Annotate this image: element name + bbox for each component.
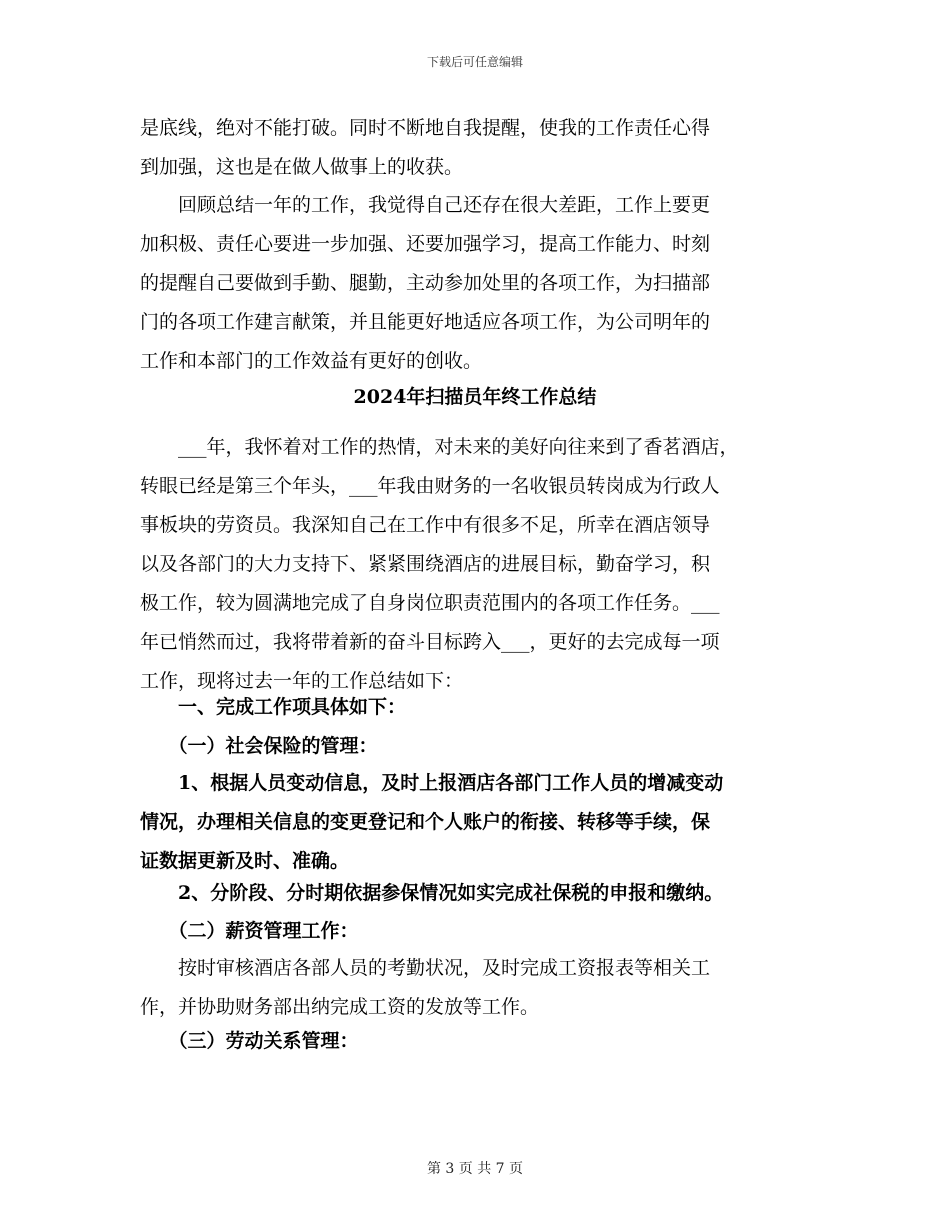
heading-1-3: （三）劳动关系管理： [140,1030,359,1052]
text-line: 极工作，较为圆满地完成了自身岗位职责范围内的各项工作任务。___ [140,592,720,614]
text-line: 门的各项工作建言献策，并且能更好地适应各项工作，为公司明年的 [140,311,711,333]
page-footer: 第 3 页 共 7 页 [426,1161,524,1177]
page-header: 下载后可任意编辑 [426,55,523,69]
body-paragraph-salary [140,949,820,1027]
list-item-2: 2、分阶段、分时期依据参保情况如实完成社保税的申报和缴纳。 [140,882,724,904]
text-line: 1、根据人员变动信息，及时上报酒店各部门工作人员的增减变动 [140,772,724,794]
heading-1: 一、完成工作项具体如下： [140,696,407,718]
text-line: 工作，现将过去一年的工作总结如下： [140,670,464,692]
list-item-1 [140,764,820,881]
intro-paragraph-1 [140,109,820,187]
text-line: 以及各部门的大力支持下、紧紧围绕酒店的进展目标，勤奋学习，积 [140,553,711,575]
text-line: 年已悄然而过，我将带着新的奋斗目标跨入___，更好的去完成每一项 [140,631,720,653]
heading-1-2: （二）薪资管理工作： [140,920,359,942]
text-line: 作，并协助财务部出纳完成工资的发放等工作。 [140,996,540,1018]
text-line: 转眼已经是第三个年头，___年我由财务的一名收银员转岗成为行政人 [140,475,720,497]
text-line: 加积极、责任心要进一步加强、还要加强学习，提高工作能力、时刻 [140,233,711,255]
text-line: ___年，我怀着对工作的热情，对未来的美好向往来到了香茗酒店， [140,436,739,458]
text-line: 事板块的劳资员。我深知自己在工作中有很多不足，所幸在酒店领导 [140,514,711,536]
text-line: 按时审核酒店各部人员的考勤状况，及时完成工资报表等相关工 [140,957,711,979]
text-line: 情况，办理相关信息的变更登记和个人账户的衔接、转移等手续，保 [140,811,711,833]
body-paragraph-intro [140,428,820,701]
text-line: 到加强，这也是在做人做事上的收获。 [140,156,464,178]
text-line: 证数据更新及时、准确。 [140,850,350,872]
heading-1-1: （一）社会保险的管理： [140,735,378,757]
intro-paragraph-2 [140,186,820,381]
text-line: 工作和本部门的工作效益有更好的创收。 [140,350,483,372]
text-line: 的提醒自己要做到手勤、腿勤，主动参加处里的各项工作，为扫描部 [140,272,711,294]
text-line: 是底线，绝对不能打破。同时不断地自我提醒，使我的工作责任心得 [140,117,711,139]
text-line: 回顾总结一年的工作，我觉得自己还存在很大差距，工作上要更 [140,194,711,216]
section-title: 2024年扫描员年终工作总结 [353,386,597,408]
